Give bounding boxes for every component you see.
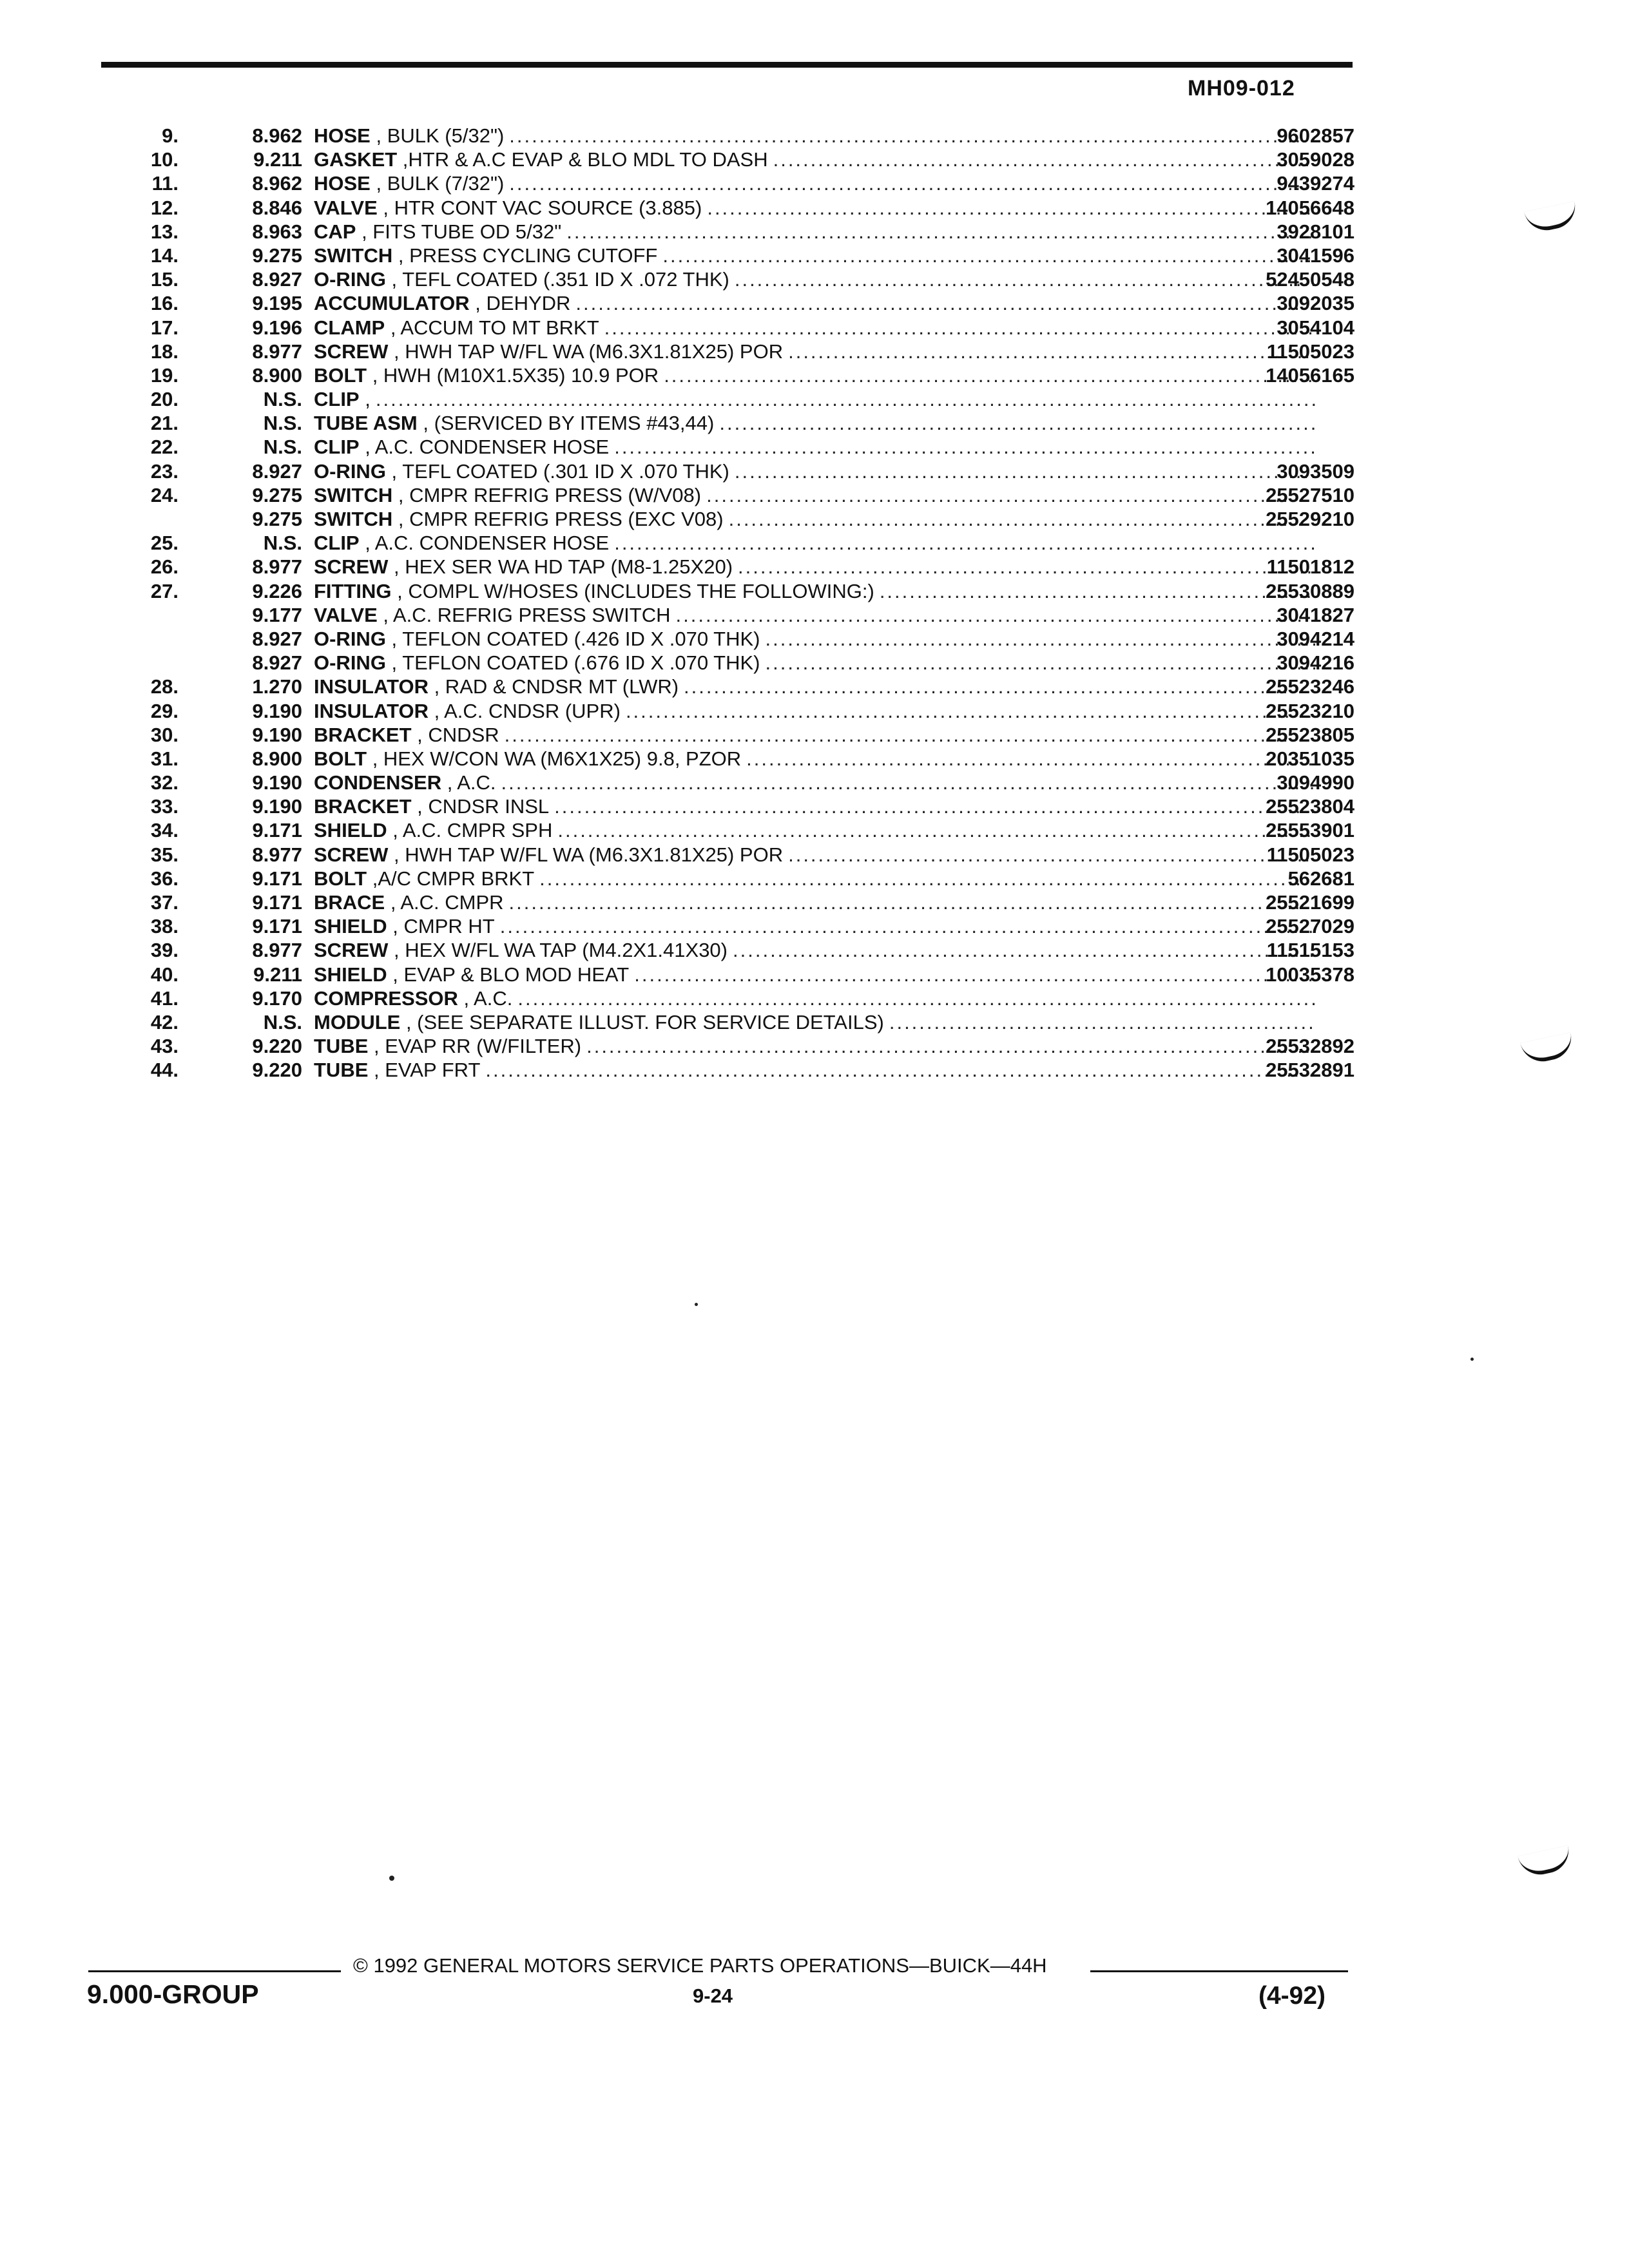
group-number: 9.190	[252, 723, 302, 746]
part-number: 52450548	[1266, 268, 1354, 291]
item-name: INSULATOR	[314, 699, 429, 722]
item-detail: , HEX W/FL WA TAP (M4.2X1.41X30)	[388, 939, 728, 962]
table-row	[101, 867, 1354, 890]
item-description	[314, 291, 1316, 315]
item-name: BOLT	[314, 867, 367, 890]
group-number: 8.927	[252, 627, 302, 650]
group-number: 9.226	[252, 579, 302, 602]
group-number: 8.927	[252, 268, 302, 291]
item-detail: , HEX SER WA HD TAP (M8-1.25X20)	[388, 555, 733, 579]
table-row	[101, 459, 1354, 483]
group-number: 9.211	[253, 148, 302, 171]
item-number: 22.	[150, 436, 178, 459]
item-number: 43.	[150, 1035, 178, 1058]
item-description	[314, 986, 1316, 1010]
item-detail: ,HTR & A.C EVAP & BLO MDL TO DASH	[397, 148, 768, 171]
item-description	[314, 411, 1316, 435]
item-number: 31.	[150, 747, 178, 770]
group-number: 8.900	[252, 747, 302, 770]
group-number: 9.196	[252, 316, 302, 339]
part-number: 25523246	[1266, 675, 1354, 698]
table-row	[101, 124, 1354, 148]
item-number: 42.	[150, 1010, 178, 1033]
leader-dots	[480, 1058, 1316, 1082]
item-name: VALVE	[314, 603, 378, 626]
table-row	[101, 411, 1354, 435]
scan-speck	[389, 1876, 394, 1881]
group-number: 8.977	[252, 340, 302, 363]
part-number: 3059028	[1277, 148, 1354, 171]
part-number: 25532891	[1266, 1059, 1354, 1082]
table-row	[101, 148, 1354, 171]
item-name: BRACKET	[314, 723, 412, 746]
table-row	[101, 1034, 1354, 1058]
group-number: 9.177	[252, 603, 302, 626]
item-description	[314, 196, 1316, 220]
item-number: 32.	[150, 771, 178, 794]
item-number: 38.	[150, 915, 178, 938]
item-detail: , CMPR REFRIG PRESS (EXC V08)	[392, 508, 724, 530]
item-number: 40.	[150, 963, 178, 986]
item-name: CLIP	[314, 388, 360, 411]
item-name: SWITCH	[314, 244, 393, 267]
group-number: N.S.	[263, 388, 302, 411]
item-number: 39.	[150, 939, 178, 962]
part-number: 3093509	[1277, 459, 1354, 483]
table-row	[101, 435, 1354, 459]
table-row	[101, 291, 1354, 315]
item-name: SWITCH	[314, 483, 393, 506]
item-description	[314, 387, 1316, 411]
item-name: TUBE	[314, 1035, 369, 1058]
item-description	[314, 220, 1316, 244]
item-name: CAP	[314, 220, 356, 243]
item-detail: , HWH (M10X1.5X35) 10.9 POR	[367, 363, 659, 387]
item-name: CLIP	[314, 436, 360, 459]
item-number: 12.	[150, 196, 178, 219]
group-number: 9.171	[252, 915, 302, 938]
item-description	[314, 555, 1316, 579]
part-number: 3094214	[1277, 627, 1354, 650]
leader-dots	[371, 387, 1316, 411]
item-number: 29.	[150, 699, 178, 722]
item-description	[314, 867, 1316, 890]
leader-dots	[884, 1010, 1316, 1034]
item-description	[314, 363, 1316, 387]
part-number: 14056648	[1266, 196, 1354, 219]
item-description	[314, 1010, 1316, 1034]
table-row	[101, 1010, 1354, 1034]
item-detail: , EVAP FRT	[368, 1059, 481, 1082]
item-name: O-RING	[314, 268, 386, 291]
group-number: 8.963	[252, 220, 302, 243]
table-row	[101, 699, 1354, 723]
table-row	[101, 890, 1354, 914]
item-detail: , EVAP & BLO MOD HEAT	[387, 963, 630, 986]
part-number: 25532892	[1266, 1035, 1354, 1058]
item-number: 36.	[150, 867, 178, 890]
part-number: 562681	[1287, 867, 1354, 890]
item-description	[314, 747, 1316, 771]
part-number: 20351035	[1266, 747, 1354, 770]
group-number: 8.927	[252, 651, 302, 675]
leader-dots	[534, 867, 1316, 890]
item-number: 41.	[150, 986, 178, 1010]
item-name: MODULE	[314, 1010, 401, 1033]
item-detail: , HWH TAP W/FL WA (M6.3X1.81X25) POR	[388, 843, 784, 866]
part-number: 25521699	[1266, 891, 1354, 914]
item-detail: , (SERVICED BY ITEMS #43,44)	[417, 412, 715, 435]
footer-rule-right	[1090, 1970, 1348, 1972]
item-detail: , CMPR REFRIG PRESS (W/V08)	[392, 483, 702, 506]
item-detail: , CNDSR INSL	[411, 795, 550, 818]
item-name: FITTING	[314, 579, 392, 602]
item-name: SHIELD	[314, 963, 387, 986]
item-name: O-RING	[314, 651, 386, 675]
group-number: 9.220	[252, 1059, 302, 1082]
item-name: O-RING	[314, 459, 386, 483]
item-description	[314, 651, 1316, 675]
group-number: 9.190	[252, 771, 302, 794]
item-detail: , HWH TAP W/FL WA (M6.3X1.81X25) POR	[388, 340, 784, 363]
item-description	[314, 483, 1316, 507]
group-number: 8.927	[252, 459, 302, 483]
item-description	[314, 148, 1316, 171]
item-number: 30.	[150, 723, 178, 746]
item-description	[314, 579, 1316, 603]
table-row	[101, 963, 1354, 986]
item-description	[314, 507, 1316, 531]
item-detail: , A.C.	[441, 771, 496, 794]
part-number: 25523210	[1266, 699, 1354, 722]
item-detail: , COMPL W/HOSES (INCLUDES THE FOLLOWING:)	[391, 579, 874, 602]
item-number: 44.	[150, 1059, 178, 1082]
footer-rule-left	[88, 1970, 341, 1972]
item-detail: , FITS TUBE OD 5/32"	[356, 220, 562, 243]
part-number: 10035378	[1266, 963, 1354, 986]
item-description	[314, 675, 1316, 698]
table-row	[101, 723, 1354, 747]
table-row	[101, 555, 1354, 579]
item-detail: , ACCUM TO MT BRKT	[385, 316, 599, 339]
table-row	[101, 340, 1354, 363]
item-description	[314, 603, 1316, 627]
table-row	[101, 794, 1354, 818]
leader-dots	[495, 914, 1316, 938]
table-row	[101, 196, 1354, 220]
table-row	[101, 675, 1354, 698]
scan-speck	[1470, 1358, 1474, 1361]
item-description	[314, 938, 1316, 962]
item-detail: , PRESS CYCLING CUTOFF	[392, 244, 658, 267]
leader-dots	[714, 411, 1316, 435]
part-number: 3928101	[1277, 220, 1354, 243]
item-number: 16.	[150, 292, 178, 315]
item-name: GASKET	[314, 148, 398, 171]
part-number: 3092035	[1277, 292, 1354, 315]
item-detail: , HEX W/CON WA (M6X1X25) 9.8, PZOR	[367, 747, 742, 770]
group-number: 8.900	[252, 363, 302, 387]
item-number: 10.	[150, 148, 178, 171]
group-number: 9.171	[252, 819, 302, 842]
leader-dots	[504, 171, 1316, 195]
part-number: 3094216	[1277, 651, 1354, 675]
table-row	[101, 914, 1354, 938]
item-description	[314, 843, 1316, 867]
item-number: 37.	[150, 891, 178, 914]
table-row	[101, 1058, 1354, 1082]
leader-dots	[496, 771, 1316, 794]
item-detail: , A.C. CONDENSER HOSE	[359, 436, 610, 459]
group-label: 9.000-GROUP	[87, 1979, 259, 2009]
group-number: 8.962	[252, 124, 302, 147]
item-name: SCREW	[314, 340, 389, 363]
table-row	[101, 387, 1354, 411]
group-number: 9.190	[252, 699, 302, 722]
leader-dots	[512, 986, 1316, 1010]
item-description	[314, 771, 1316, 794]
group-number: 9.275	[252, 483, 302, 506]
item-detail: , TEFL COATED (.351 ID X .072 THK)	[385, 268, 729, 291]
item-detail: , HTR CONT VAC SOURCE (3.885)	[377, 196, 702, 219]
item-name: ACCUMULATOR	[314, 292, 470, 315]
item-detail: , A.C. CNDSR (UPR)	[428, 699, 621, 722]
part-number: 25553901	[1266, 819, 1354, 842]
table-row	[101, 363, 1354, 387]
item-detail: , EVAP RR (W/FILTER)	[368, 1035, 582, 1058]
item-detail: , CNDSR	[411, 723, 499, 746]
leader-dots	[609, 435, 1316, 459]
part-number: 11505023	[1266, 340, 1354, 363]
leader-dots	[609, 531, 1316, 555]
group-number: N.S.	[263, 1010, 302, 1033]
item-name: SCREW	[314, 939, 389, 962]
table-row	[101, 651, 1354, 675]
item-detail: ,	[359, 388, 371, 411]
table-row	[101, 220, 1354, 244]
item-name: BOLT	[314, 363, 367, 387]
part-number: 25529210	[1266, 508, 1354, 530]
item-detail: , BULK (7/32")	[370, 172, 505, 195]
item-detail: , TEFLON COATED (.676 ID X .070 THK)	[385, 651, 760, 675]
part-number: 11501812	[1266, 555, 1354, 579]
group-number: 8.977	[252, 843, 302, 866]
part-number: 3041827	[1277, 603, 1354, 626]
item-description	[314, 794, 1316, 818]
item-number: 27.	[150, 579, 178, 602]
item-name: O-RING	[314, 627, 386, 650]
item-detail: , DEHYDR	[469, 292, 571, 315]
group-number: 9.171	[252, 891, 302, 914]
table-row	[101, 171, 1354, 195]
item-description	[314, 723, 1316, 747]
item-name: SWITCH	[314, 508, 393, 530]
item-name: CLIP	[314, 532, 360, 555]
part-number: 14056165	[1266, 363, 1354, 387]
item-name: HOSE	[314, 172, 371, 195]
part-number: 11515153	[1266, 939, 1354, 962]
table-row	[101, 267, 1354, 291]
item-number: 33.	[150, 795, 178, 818]
table-row	[101, 627, 1354, 651]
group-number: N.S.	[263, 436, 302, 459]
item-name: TUBE ASM	[314, 412, 418, 435]
item-description	[314, 459, 1316, 483]
part-number: 11505023	[1266, 843, 1354, 866]
item-description	[314, 914, 1316, 938]
copyright-line: © 1992 GENERAL MOTORS SERVICE PARTS OPERATIONS—BUICK—44H	[353, 1954, 1047, 1977]
table-row	[101, 579, 1354, 603]
item-name: CLAMP	[314, 316, 385, 339]
part-number: 9439274	[1277, 172, 1354, 195]
table-row	[101, 986, 1354, 1010]
item-number: 14.	[150, 244, 178, 267]
table-row	[101, 603, 1354, 627]
group-number: N.S.	[263, 412, 302, 435]
group-number: 9.211	[253, 963, 302, 986]
document-code: MH09-012	[1188, 76, 1295, 101]
part-number: 3041596	[1277, 244, 1354, 267]
item-number: 24.	[150, 483, 178, 506]
group-number: 1.270	[252, 675, 302, 698]
item-number: 26.	[150, 555, 178, 579]
item-description	[314, 1058, 1316, 1082]
margin-mark	[1524, 201, 1579, 235]
item-detail: , A.C. REFRIG PRESS SWITCH	[377, 603, 671, 626]
item-description	[314, 171, 1316, 195]
item-description	[314, 340, 1316, 363]
item-detail: , A.C. CMPR SPH	[387, 819, 553, 842]
item-description	[314, 890, 1316, 914]
item-number: 23.	[150, 459, 178, 483]
item-description	[314, 1034, 1316, 1058]
part-number: 25527029	[1266, 915, 1354, 938]
item-description	[314, 435, 1316, 459]
margin-mark	[1518, 1845, 1573, 1879]
group-number: 8.962	[252, 172, 302, 195]
item-description	[314, 316, 1316, 340]
top-rule	[101, 62, 1353, 68]
margin-mark	[1520, 1032, 1576, 1066]
item-number: 13.	[150, 220, 178, 243]
table-row	[101, 316, 1354, 340]
table-row	[101, 531, 1354, 555]
item-detail: , A.C. CONDENSER HOSE	[359, 532, 610, 555]
part-number: 25527510	[1266, 483, 1354, 506]
item-description	[314, 818, 1316, 842]
item-description	[314, 531, 1316, 555]
item-number: 25.	[150, 532, 178, 555]
item-name: BOLT	[314, 747, 367, 770]
item-name: BRACE	[314, 891, 385, 914]
table-row	[101, 771, 1354, 794]
item-number: 9.	[162, 124, 178, 147]
leader-dots	[504, 890, 1316, 914]
item-name: SCREW	[314, 843, 389, 866]
group-number: 9.171	[252, 867, 302, 890]
leader-dots	[504, 124, 1316, 148]
item-name: SHIELD	[314, 819, 387, 842]
group-number: N.S.	[263, 532, 302, 555]
part-number: 25523804	[1266, 795, 1354, 818]
part-number: 25523805	[1266, 723, 1354, 746]
group-number: 8.977	[252, 555, 302, 579]
item-description	[314, 267, 1316, 291]
item-detail: , TEFLON COATED (.426 ID X .070 THK)	[385, 627, 760, 650]
item-detail: , TEFL COATED (.301 ID X .070 THK)	[385, 459, 729, 483]
item-name: SHIELD	[314, 915, 387, 938]
item-number: 15.	[150, 268, 178, 291]
group-number: 8.846	[252, 196, 302, 219]
table-row	[101, 747, 1354, 771]
item-name: BRACKET	[314, 795, 412, 818]
leader-dots	[499, 723, 1316, 747]
item-number: 20.	[150, 388, 178, 411]
group-number: 8.977	[252, 939, 302, 962]
item-name: CONDENSER	[314, 771, 442, 794]
table-row	[101, 843, 1354, 867]
page-number: 9-24	[693, 1984, 733, 2007]
group-number: 9.220	[252, 1035, 302, 1058]
item-detail: , BULK (5/32")	[370, 124, 505, 147]
item-description	[314, 627, 1316, 651]
item-number: 35.	[150, 843, 178, 866]
table-row	[101, 483, 1354, 507]
item-detail: , A.C. CMPR	[385, 891, 504, 914]
item-number: 18.	[150, 340, 178, 363]
item-name: INSULATOR	[314, 675, 429, 698]
part-number: 3094990	[1277, 771, 1354, 794]
parts-list	[101, 124, 1354, 1082]
item-number: 28.	[150, 675, 178, 698]
scan-speck	[695, 1303, 698, 1306]
item-description	[314, 244, 1316, 267]
group-number: 9.275	[252, 508, 302, 530]
item-description	[314, 124, 1316, 148]
table-row	[101, 938, 1354, 962]
part-number: 3054104	[1277, 316, 1354, 339]
part-number: 25530889	[1266, 579, 1354, 602]
item-number: 19.	[150, 363, 178, 387]
item-name: VALVE	[314, 196, 378, 219]
item-detail: ,A/C CMPR BRKT	[367, 867, 535, 890]
table-row	[101, 507, 1354, 531]
item-name: COMPRESSOR	[314, 986, 458, 1010]
item-description	[314, 699, 1316, 723]
table-row	[101, 244, 1354, 267]
item-detail: , (SEE SEPARATE ILLUST. FOR SERVICE DETAILS)	[400, 1010, 884, 1033]
item-description	[314, 963, 1316, 986]
item-number: 21.	[150, 412, 178, 435]
item-name: HOSE	[314, 124, 371, 147]
item-number: 17.	[150, 316, 178, 339]
item-number: 34.	[150, 819, 178, 842]
revision-date: (4-92)	[1258, 1982, 1326, 2010]
item-name: SCREW	[314, 555, 389, 579]
item-detail: , RAD & CNDSR MT (LWR)	[428, 675, 679, 698]
table-row	[101, 818, 1354, 842]
item-name: TUBE	[314, 1059, 369, 1082]
item-detail: , CMPR HT	[387, 915, 495, 938]
item-number: 11.	[151, 172, 178, 195]
item-detail: , A.C.	[458, 986, 513, 1010]
group-number: 9.190	[252, 795, 302, 818]
group-number: 9.275	[252, 244, 302, 267]
part-number: 9602857	[1277, 124, 1354, 147]
group-number: 9.195	[252, 292, 302, 315]
group-number: 9.170	[252, 986, 302, 1010]
